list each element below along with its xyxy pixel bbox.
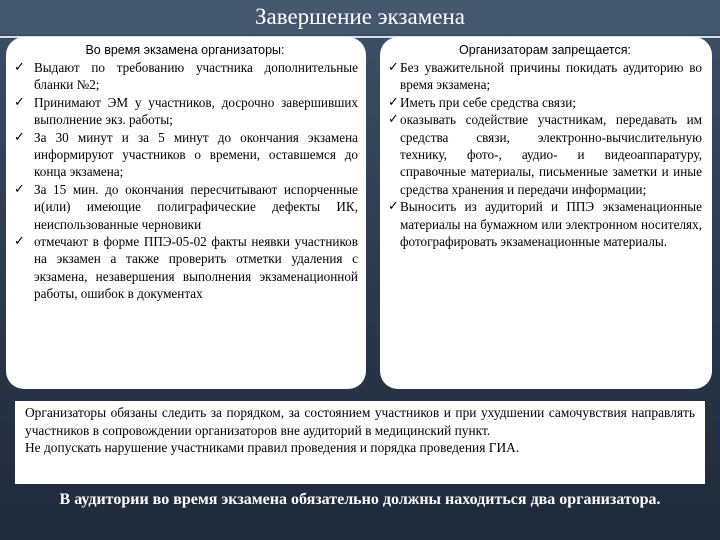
list-item: ✓ Выдают по требованию участника дополнительные бланки №2;: [14, 60, 358, 93]
list-item: ✓ Выносить из аудиторий и ППЭ экзаменационные материалы на бумажном или электронном носителях, фотографировать экзаменационные материалы.: [388, 199, 702, 250]
checkmark-icon: ✓: [14, 129, 25, 145]
list-item: ✓ За 30 минут и за 5 минут до окончания экзамена информируют участников о времени, оставшемся до конца экзамена;: [14, 129, 358, 180]
list-item: ✓ Иметь при себе средства связи;: [388, 94, 576, 110]
checkmark-icon: ✓: [14, 94, 25, 110]
rules-text: Не допускать нарушение участниками правил проведения и порядка проведения ГИА.: [25, 440, 520, 456]
checkmark-icon: ✓: [14, 181, 25, 197]
checkmark-icon: ✓: [388, 112, 399, 128]
page-title: Завершение экзамена: [0, 0, 720, 34]
footer-note: В аудитории во время экзамена обязательно должны находиться два организатора.: [59, 491, 661, 508]
checkmark-icon: ✓: [14, 234, 25, 250]
organizers-duties-panel: [6, 37, 366, 389]
checkmark-icon: ✓: [388, 94, 399, 110]
prohibitions-heading: Организаторам запрещается:: [459, 43, 631, 57]
list-item: ✓ отмечают в форме ППЭ-05-02 факты неявки участников на экзамен а также проверить отметки удаления с экзамена, незавершения выполнения экзаменационной работы, ошибок в документах: [14, 234, 358, 302]
list-item: ✓ Принимают ЭМ у участников, досрочно завершивших выполнение экз. работы;: [14, 94, 358, 128]
checkmark-icon: ✓: [388, 60, 399, 75]
duties-heading: Во время экзамена организаторы:: [85, 43, 285, 57]
list-item: ✓ Без уважительной причины покидать аудиторию во время экзамена;: [388, 60, 702, 93]
prohibitions-list: [388, 59, 702, 250]
duties-list: [12, 59, 358, 303]
obligations-text: Организаторы обязаны следить за порядком, за состоянием участников и при ухудшении самочувствия направлять участников в сопровождении организаторов вне аудиторий в медицинский пункт.: [25, 405, 695, 438]
checkmark-icon: ✓: [388, 199, 399, 215]
organizers-prohibitions-panel: [380, 37, 712, 389]
list-item: ✓ За 15 мин. до окончания пересчитывают испорченные и(или) имеющие полиграфические дефекты ИК, неиспользованные черновики: [14, 181, 358, 232]
list-item: ✓ оказывать содействие участникам, передавать им средства связи, электронно-вычислительную технику, фото-, аудио- и видеоаппаратуру, справочные материалы, письменные заметки и иные средства хранения и передачи информации;: [388, 112, 702, 197]
obligations-box: [15, 401, 705, 484]
checkmark-icon: ✓: [14, 60, 25, 75]
